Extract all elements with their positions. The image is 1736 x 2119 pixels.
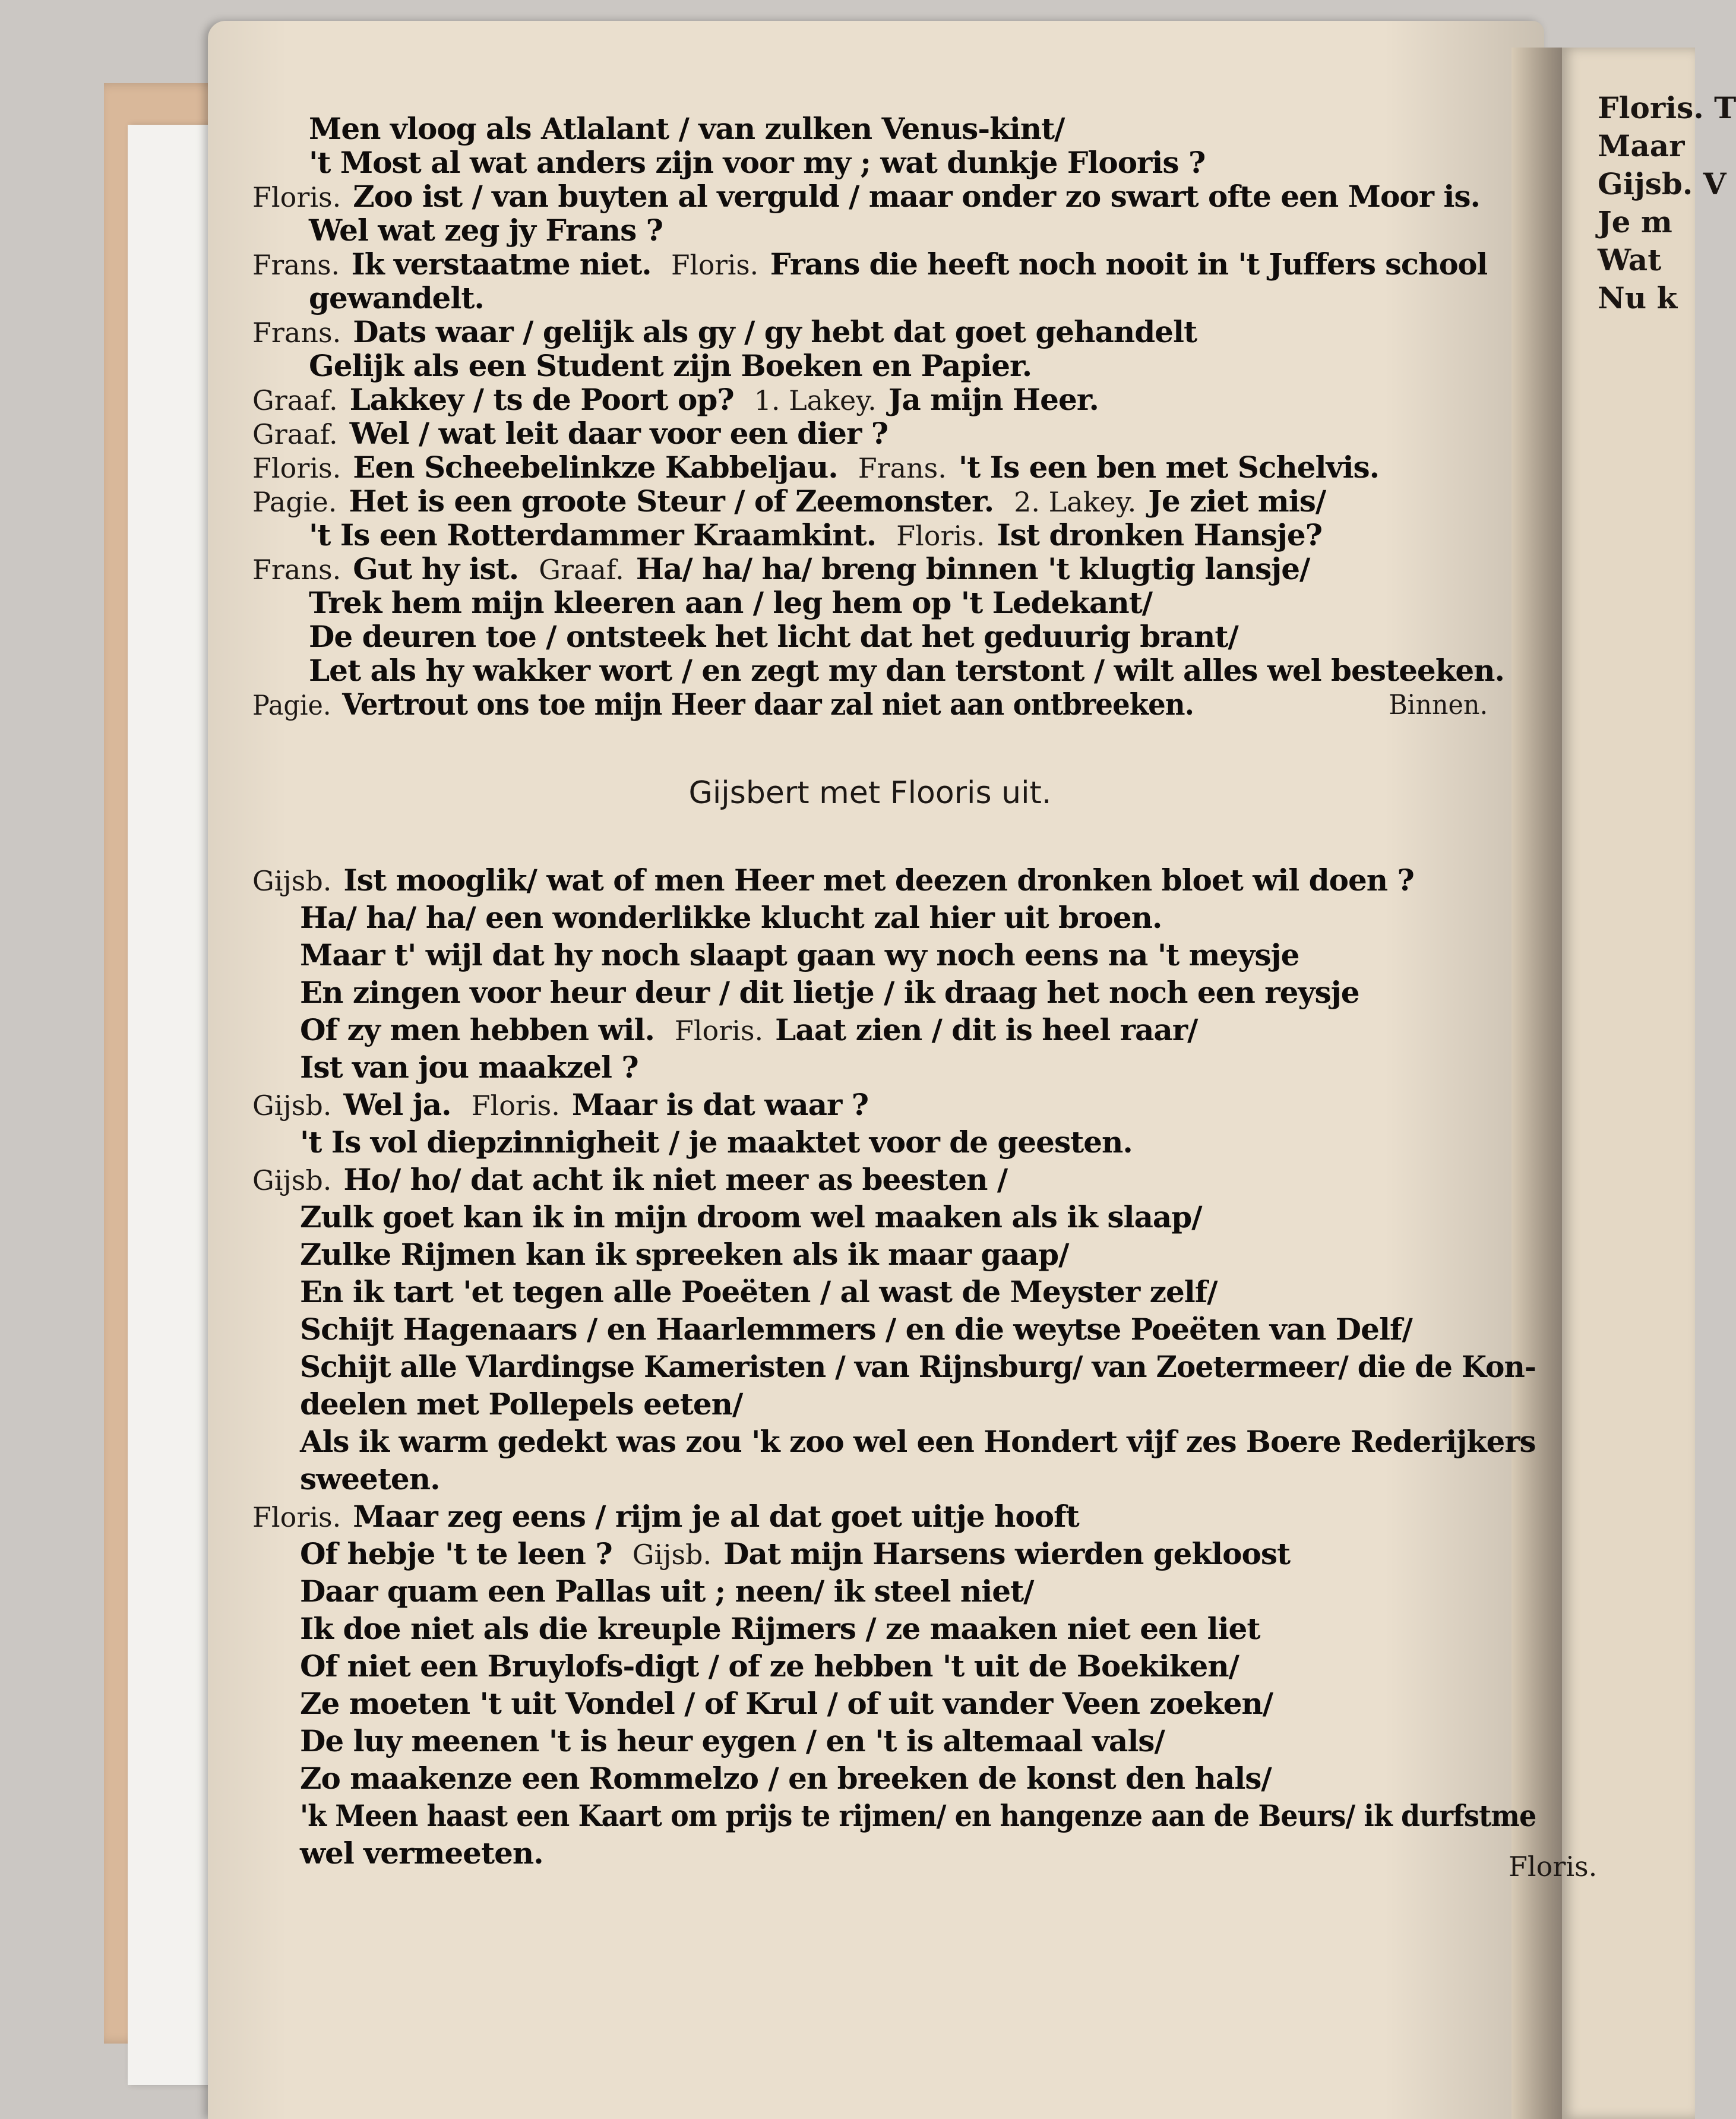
speaker-label: Pagie. bbox=[252, 486, 337, 518]
verse-text: De deuren toe / ontsteek het licht dat het geduurig brant/ bbox=[309, 619, 1238, 654]
verse-text: Vertrout ons toe mijn Heer daar zal niet aan ontbreeken. bbox=[342, 687, 1194, 722]
verse-text: Dats waar / gelijk als gy / gy hebt dat goet gehandelt bbox=[353, 314, 1197, 349]
verse-text: Zulke Rijmen kan ik spreeken als ik maar gaap/ bbox=[300, 1237, 1069, 1272]
verse-text: 't Is een ben met Schelvis. bbox=[958, 450, 1380, 485]
verse-line bbox=[252, 415, 888, 453]
verse-line bbox=[309, 144, 1205, 182]
verse-line bbox=[300, 1348, 1536, 1386]
speaker-label: Floris. bbox=[671, 249, 759, 281]
speaker-label: Floris. bbox=[896, 520, 985, 552]
verse-line bbox=[300, 1797, 1536, 1835]
verse-text: Ik doe niet als die kreuple Rijmers / ze maaken niet een liet bbox=[300, 1611, 1260, 1646]
speaker-label: Gijsb. bbox=[252, 1164, 332, 1196]
verse-line bbox=[252, 313, 1197, 352]
speaker-label: 1. Lakey. bbox=[754, 384, 877, 416]
verse-text: Je ziet mis/ bbox=[1148, 484, 1326, 519]
verse-text: Ist mooglik/ wat of men Heer met deezen dronken bloet wil doen ? bbox=[343, 863, 1414, 898]
speaker-label: Graaf. bbox=[252, 418, 338, 450]
verse-text: Dat mijn Harsens wierden gekloost bbox=[723, 1536, 1291, 1571]
verse-text: Maar zeg eens / rijm je al dat goet uitje hooft bbox=[353, 1499, 1079, 1534]
verse-text: Of hebje 't te leen ? bbox=[300, 1536, 612, 1571]
verse-line bbox=[300, 1123, 1133, 1161]
verse-text: Het is een groote Steur / of Zeemonster. bbox=[349, 484, 994, 519]
verse-text: sweeten. bbox=[300, 1461, 440, 1496]
verse-text: Men vloog als Atlalant / van zulken Venus-kint/ bbox=[309, 111, 1065, 146]
verse-line bbox=[309, 347, 1032, 385]
speaker-label: Frans. bbox=[858, 452, 947, 484]
speaker-label: Graaf. bbox=[539, 554, 624, 586]
verse-text: Daar quam een Pallas uit ; neen/ ik steel niet/ bbox=[300, 1574, 1034, 1609]
verse-text: 't Is vol diepzinnigheit / je maaktet voor de geesten. bbox=[300, 1125, 1133, 1160]
verse-text: En ik tart 'et tegen alle Poeëten / al wast de Meyster zelf/ bbox=[300, 1274, 1218, 1309]
verse-text: deelen met Pollepels eeten/ bbox=[300, 1387, 743, 1422]
verse-text: Of zy men hebben wil. bbox=[300, 1012, 654, 1047]
speaker-label: 2. Lakey. bbox=[1014, 486, 1137, 518]
verse-text: Maar is dat waar ? bbox=[571, 1087, 869, 1122]
right-page bbox=[1562, 48, 1695, 2119]
verse-line bbox=[309, 516, 1322, 555]
verse-line bbox=[309, 110, 1064, 148]
speaker-label: Floris. bbox=[252, 181, 341, 213]
verse-text: gewandelt. bbox=[309, 280, 484, 315]
verse-line bbox=[300, 1834, 543, 1872]
verse-text: Wel wat zeg jy Frans ? bbox=[309, 213, 663, 248]
speaker-label: Pagie. bbox=[252, 689, 331, 721]
verse-line bbox=[309, 279, 484, 317]
verse-text: Let als hy wakker wort / en zegt my dan terstont / wilt alles wel besteeken. bbox=[309, 653, 1504, 688]
verse-line bbox=[300, 1198, 1202, 1236]
verse-text: Ha/ ha/ ha/ breng binnen 't klugtig lansje/ bbox=[635, 551, 1310, 586]
scene-heading: Gijsbert met Flooris uit. bbox=[688, 775, 1052, 811]
verse-text: Zulk goet kan ik in mijn droom wel maaken als ik slaap/ bbox=[300, 1199, 1202, 1234]
verse-line bbox=[252, 482, 1326, 521]
verse-line bbox=[300, 1647, 1239, 1685]
verse-text: Lakkey / ts de Poort op? bbox=[349, 382, 734, 417]
verse-line bbox=[252, 1498, 1079, 1536]
verse-text: Wel ja. bbox=[343, 1087, 451, 1122]
verse-text: Gelijk als een Student zijn Boeken en Papier. bbox=[309, 348, 1032, 383]
verse-text: Zo maakenze een Rommelzo / en breeken de konst den hals/ bbox=[300, 1761, 1272, 1796]
verse-line bbox=[300, 1460, 439, 1498]
verse-text: Frans die heeft noch nooit in 't Juffers school bbox=[770, 247, 1488, 282]
speaker-label: Floris. bbox=[674, 1015, 764, 1047]
verse-text: Ist van jou maakzel ? bbox=[300, 1050, 638, 1085]
verse-text: 'k Meen haast een Kaart om prijs te rijmen/ en hangenze aan de Beurs/ ik durfstme bbox=[300, 1798, 1536, 1833]
verse-line bbox=[309, 652, 1504, 690]
verse-line bbox=[252, 178, 1480, 216]
verse-line bbox=[300, 1273, 1218, 1311]
verse-text: Of niet een Bruylofs-digt / of ze hebben 't uit de Boekiken/ bbox=[300, 1649, 1239, 1684]
verse-line bbox=[300, 1011, 1197, 1050]
stage-direction: Binnen. bbox=[1389, 689, 1488, 721]
verse-line bbox=[300, 1236, 1068, 1274]
verse-text: Een Scheebelinkze Kabbeljau. bbox=[353, 450, 838, 485]
verse-text: Ho/ ho/ dat acht ik niet meer as beesten / bbox=[343, 1162, 1008, 1197]
verse-line bbox=[300, 1385, 742, 1423]
verse-text: 't Is een Rotterdammer Kraamkint. bbox=[309, 517, 877, 552]
verse-text: De luy meenen 't is heur eygen / en 't is altemaal vals/ bbox=[300, 1723, 1165, 1758]
verse-text: Ik verstaatme niet. bbox=[351, 247, 652, 282]
speaker-label: Gijsb. bbox=[252, 865, 332, 897]
verse-line bbox=[300, 1572, 1033, 1610]
verse-line bbox=[309, 584, 1152, 622]
right-page-text bbox=[1598, 89, 1736, 317]
verse-line bbox=[300, 1535, 1290, 1574]
right-page-line: Je m bbox=[1598, 204, 1672, 239]
verse-text: En zingen voor heur deur / dit lietje / ik draag het noch een reysje bbox=[300, 975, 1359, 1010]
speaker-label: Graaf. bbox=[252, 384, 338, 416]
speaker-label: Frans. bbox=[252, 317, 341, 349]
verse-line bbox=[300, 899, 1162, 937]
verse-line bbox=[252, 550, 1310, 589]
verse-line bbox=[252, 1161, 1007, 1199]
speaker-label: Floris. bbox=[252, 452, 341, 484]
speaker-label: Frans. bbox=[252, 249, 340, 281]
verse-text: Trek hem mijn kleeren aan / leg hem op 't Ledekant/ bbox=[309, 585, 1153, 620]
verse-text: Laat zien / dit is heel raar/ bbox=[775, 1012, 1198, 1047]
verse-line bbox=[252, 1086, 868, 1125]
right-page-line: Nu k bbox=[1598, 280, 1678, 315]
verse-text: Wel / wat leit daar voor een dier ? bbox=[349, 416, 888, 451]
verse-text: Als ik warm gedekt was zou 'k zoo wel een Hondert vijf zes Boere Rederijkers bbox=[300, 1424, 1536, 1459]
verse-line bbox=[300, 936, 1299, 974]
verse-line bbox=[252, 449, 1379, 487]
verse-line bbox=[252, 245, 1487, 284]
verse-text: Schijt Hagenaars / en Haarlemmers / en die weytse Poeëten van Delf/ bbox=[300, 1312, 1412, 1347]
verse-line bbox=[300, 1310, 1412, 1349]
verse-text: Ja mijn Heer. bbox=[888, 382, 1099, 417]
verse-text: Ha/ ha/ ha/ een wonderlikke klucht zal hier uit broen. bbox=[300, 900, 1162, 935]
verse-line bbox=[252, 381, 1099, 419]
verse-line bbox=[300, 1423, 1535, 1461]
verse-text: Ist dronken Hansje? bbox=[997, 517, 1322, 552]
verse-line bbox=[300, 1610, 1260, 1648]
speaker-label: Floris. bbox=[252, 1501, 341, 1533]
speaker-label: Gijsb. bbox=[252, 1089, 332, 1122]
right-page-line: Gijsb. V bbox=[1598, 166, 1726, 201]
right-page-line: Floris. T bbox=[1598, 90, 1736, 125]
verse-text: Schijt alle Vlardingse Kameristen / van Rijnsburg/ van Zoetermeer/ die de Kon- bbox=[300, 1349, 1536, 1384]
verse-text: Gut hy ist. bbox=[353, 551, 519, 586]
verse-line bbox=[300, 1049, 638, 1087]
verse-line bbox=[300, 1722, 1165, 1760]
verse-text: Ze moeten 't uit Vondel / of Krul / of uit vander Veen zoeken/ bbox=[300, 1686, 1273, 1721]
speaker-label: Gijsb. bbox=[632, 1539, 712, 1571]
verse-text: Zoo ist / van buyten al verguld / maar onder zo swart ofte een Moor is. bbox=[353, 179, 1480, 214]
verse-line bbox=[252, 861, 1414, 900]
verse-line bbox=[309, 211, 663, 250]
speaker-label: Frans. bbox=[252, 554, 341, 586]
verse-line bbox=[300, 974, 1359, 1012]
right-page-line: Maar bbox=[1598, 128, 1685, 163]
verse-line bbox=[300, 1685, 1273, 1723]
speaker-label: Floris. bbox=[471, 1089, 560, 1122]
catchword: Floris. bbox=[1509, 1850, 1598, 1883]
verse-line bbox=[309, 618, 1238, 656]
verse-text: 't Most al wat anders zijn voor my ; wat dunkje Flooris ? bbox=[309, 145, 1206, 180]
verse-line bbox=[300, 1760, 1272, 1798]
right-page-line: Wat bbox=[1598, 242, 1662, 277]
verse-line bbox=[252, 686, 1488, 724]
verse-text: Maar t' wijl dat hy noch slaapt gaan wy noch eens na 't meysje bbox=[300, 937, 1299, 972]
verse-text: wel vermeeten. bbox=[300, 1836, 543, 1871]
